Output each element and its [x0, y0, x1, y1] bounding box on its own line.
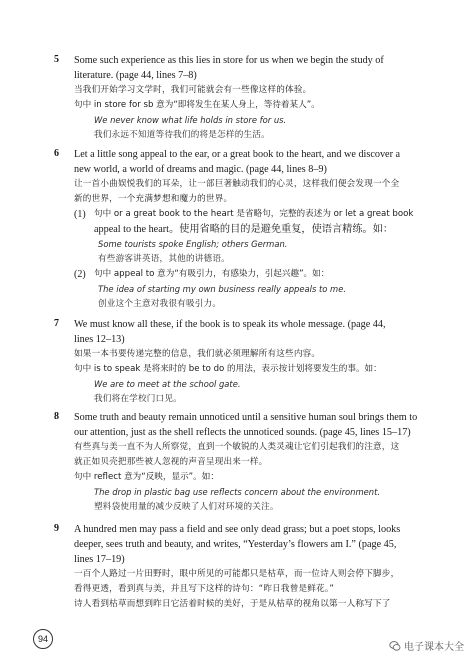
- example-english: We are to meet at the school gate.: [94, 379, 241, 389]
- watermark-text: 电子课本大全: [404, 642, 464, 653]
- sub-note-label: (2): [74, 269, 86, 280]
- watermark: [389, 638, 464, 653]
- entry-number: 9: [54, 523, 59, 534]
- sub-note-label: (1): [74, 209, 86, 220]
- usage-note: 句中 in store for sb 意为“即将发生在某人身上，等待着某人”。: [74, 100, 320, 110]
- example: [74, 485, 446, 515]
- example-chinese: 我们永远不知道等待我们的将是怎样的生活。: [94, 130, 270, 140]
- english-sentence-line: our attention, just as the shell reflects the unnoticed sounds. (page 45, lines 15–17): [74, 427, 411, 438]
- example-english: Some tourists spoke English; others German.: [98, 239, 288, 249]
- chinese-translation: 如果一本书要传递完整的信息，我们就必须理解所有这些内容。: [74, 349, 321, 359]
- usage-note-continued: appeal to the heart。使用省略的目的是避免重复，使语言精练。如：: [94, 224, 394, 235]
- example: [74, 377, 446, 407]
- chinese-translation: 一百个人路过一片田野时，眼中所见的可能都只是枯草，而一位诗人则会停下脚步，: [74, 569, 400, 579]
- example-chinese: 有些游客讲英语，其他的讲德语。: [98, 254, 230, 264]
- entry-number: 5: [54, 54, 59, 65]
- english-sentence-line: deeper, sees truth and beauty, and writes, “Yesterday’s flowers am I.” (page 45,: [74, 539, 397, 550]
- chinese-translation: 让一首小曲娱悦我们的耳朵，让一部巨著触动我们的心灵，这样我们便会发现一个全: [74, 179, 400, 189]
- page-number: 94: [33, 629, 53, 649]
- chinese-translation: 新的世界，一个充满梦想和魔力的世界。: [74, 194, 233, 204]
- note-entry-7: [54, 317, 446, 407]
- note-entry-6: [54, 147, 446, 312]
- sub-note-1: [74, 207, 446, 267]
- example: [94, 282, 446, 312]
- example-english: We never know what life holds in store for us.: [94, 115, 287, 125]
- note-entry-8: [54, 410, 446, 515]
- english-sentence-line: lines 12–13): [74, 334, 125, 345]
- english-sentence-line: Some truth and beauty remain unnoticed until a sensitive human soul brings them to: [74, 412, 418, 423]
- example: [74, 113, 446, 143]
- english-sentence-line: A hundred men may pass a field and see only dead grass; but a poet stops, looks: [74, 524, 401, 535]
- note-entry-9: [54, 522, 446, 612]
- english-sentence-line: Some such experience as this lies in store for us when we begin the study of: [74, 55, 384, 66]
- usage-note: 句中 or a great book to the heart 是省略句，完整的表述为 or let a great book: [94, 209, 414, 219]
- entry-number: 7: [54, 318, 59, 329]
- example-chinese: 我们将在学校门口见。: [94, 394, 182, 404]
- example-chinese: 创业这个主意对我很有吸引力。: [98, 299, 222, 309]
- chinese-translation: 当我们开始学习文学时，我们可能就会有一些像这样的体验。: [74, 85, 312, 95]
- wechat-icon: [389, 640, 401, 652]
- example-chinese: 塑料袋使用量的减少反映了人们对环境的关注。: [94, 502, 279, 512]
- example: [94, 237, 446, 267]
- usage-note: 句中 is to speak 是将来时的 be to do 的用法，表示按计划将要发生的事。如：: [74, 364, 382, 374]
- english-sentence-line: We must know all these, if the book is to speak its whole message. (page 44,: [74, 319, 386, 330]
- example-english: The idea of starting my own business really appeals to me.: [98, 284, 347, 294]
- note-entry-5: [54, 53, 446, 143]
- usage-note: 句中 appeal to 意为“有吸引力，有感染力，引起兴趣”。如：: [94, 269, 330, 279]
- chinese-translation: 诗人看到枯草而想到昨日它活着时候的美好，于是从枯草的视角以第一人称写下了: [74, 599, 391, 609]
- sub-note-2: [74, 267, 446, 312]
- english-sentence-line: literature. (page 44, lines 7–8): [74, 70, 197, 81]
- english-sentence-line: lines 17–19): [74, 554, 125, 565]
- chinese-translation: 看得更透，看到真与美，并且写下这样的诗句：“昨日我曾是鲜花。”: [74, 584, 335, 594]
- chinese-translation: 就正如贝壳把那些被人忽视的声音呈现出来一样。: [74, 457, 268, 467]
- entry-number: 6: [54, 148, 59, 159]
- english-sentence-line: Let a little song appeal to the ear, or a great book to the heart, and we discover a: [74, 149, 401, 160]
- example-english: The drop in plastic bag use reflects concern about the environment.: [94, 487, 381, 497]
- usage-note: 句中 reflect 意为“反映，显示”。如：: [74, 472, 219, 482]
- entry-number: 8: [54, 411, 59, 422]
- english-sentence-line: new world, a world of dreams and magic. (page 44, lines 8–9): [74, 164, 327, 175]
- chinese-translation: 有些真与美一直不为人所察觉，直到一个敏锐的人类灵魂让它们引起我们的注意，这: [74, 442, 400, 452]
